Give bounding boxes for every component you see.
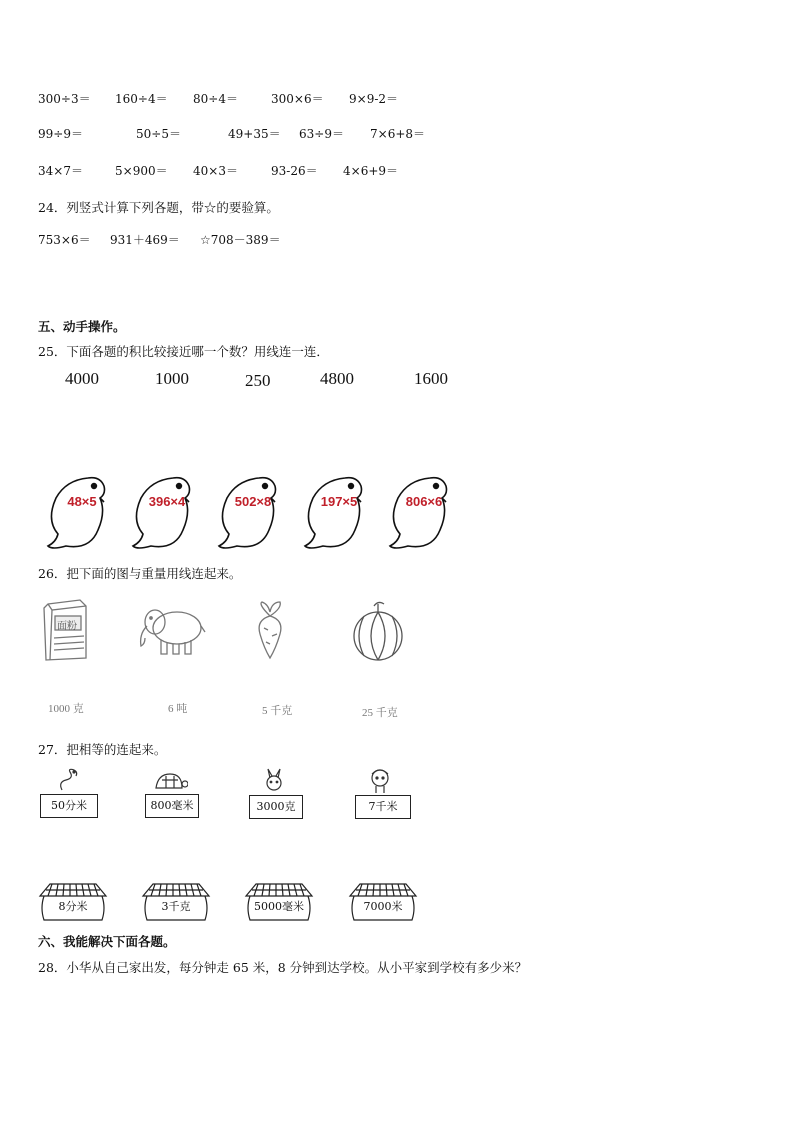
question-25-title: 25．下面各题的积比较接近哪一个数？用线连一连． [38, 344, 329, 359]
equation: 80÷4＝ [193, 92, 238, 106]
turtle-icon [152, 770, 188, 796]
product-expression: 48×5 [67, 494, 97, 509]
flour-bag-picture [40, 598, 92, 666]
house-label: 8分米 [58, 900, 88, 913]
equation: 5×900＝ [115, 164, 168, 178]
equation: 300×6＝ [271, 92, 324, 106]
product-expression: 197×5 [320, 494, 358, 509]
equation: 9×9-2＝ [349, 92, 399, 106]
house-label: 7000米 [363, 900, 403, 913]
question-24-title: 24．列竖式计算下列各题，带☆的要验算。 [38, 200, 279, 215]
ghost-product-card [127, 472, 203, 552]
rabbit-icon [262, 768, 286, 796]
equation: 300÷3＝ [38, 92, 91, 106]
section-heading: 六、我能解决下面各题。 [38, 934, 176, 949]
section-heading: 五、动手操作。 [38, 319, 126, 334]
equation: 93-26＝ [271, 164, 318, 178]
length-tag: 800毫米 [145, 794, 199, 818]
target-number: 1000 [155, 369, 189, 388]
bag-label: 面粉 [57, 621, 77, 632]
equation: 49+35＝ [228, 127, 281, 141]
ghost-icon [299, 472, 375, 552]
target-number: 250 [245, 371, 271, 390]
ghost-icon [384, 472, 460, 552]
ghost-product-card [299, 472, 375, 552]
watermelon-picture [350, 600, 406, 666]
equation: ☆708－389＝ [200, 233, 281, 247]
question-28-title: 28．小华从自己家出发，每分钟走 65 米，8 分钟到达学校。从小平家到学校有多少米？ [38, 960, 528, 975]
target-number: 4800 [320, 369, 354, 388]
ghost-product-card [213, 472, 289, 552]
length-tag: 50分米 [40, 794, 98, 818]
product-expression: 502×8 [234, 494, 272, 509]
house-label: 5000毫米 [254, 900, 304, 913]
ghost-icon [42, 472, 118, 552]
weight-label: 6 吨 [168, 703, 188, 715]
question-26-title: 26．把下面的图与重量用线连起来。 [38, 566, 242, 581]
snake-icon [56, 768, 84, 796]
ghost-product-card [384, 472, 460, 552]
ghost-icon [213, 472, 289, 552]
target-number: 4000 [65, 369, 99, 388]
equation: 160÷4＝ [115, 92, 168, 106]
product-expression: 806×6 [405, 494, 443, 509]
question-27-title: 27．把相等的连起来。 [38, 742, 167, 757]
ghost-product-card [42, 472, 118, 552]
elephant-picture [135, 604, 207, 664]
house-card [244, 876, 314, 922]
house-card [141, 876, 211, 922]
weight-label: 5 千克 [262, 705, 293, 717]
equation: 34×7＝ [38, 164, 83, 178]
house-card [348, 876, 418, 922]
weight-label: 25 千克 [362, 707, 398, 719]
equation: 50÷5＝ [136, 127, 181, 141]
target-number: 1600 [414, 369, 448, 388]
weight-label: 1000 克 [48, 703, 84, 715]
house-label: 3千克 [161, 900, 191, 913]
equation: 753×6＝ [38, 233, 91, 247]
house-card [38, 876, 108, 922]
radish-picture [250, 600, 290, 666]
equation: 7×6+8＝ [370, 127, 426, 141]
cartoon-person-icon [366, 766, 394, 798]
equation: 4×6+9＝ [343, 164, 399, 178]
equation: 931＋469＝ [110, 233, 180, 247]
equation: 63÷9＝ [299, 127, 344, 141]
ghost-icon [127, 472, 203, 552]
equation: 99÷9＝ [38, 127, 83, 141]
length-tag: 7千米 [355, 795, 411, 819]
equation: 40×3＝ [193, 164, 238, 178]
weight-tag: 3000克 [249, 795, 303, 819]
product-expression: 396×4 [148, 494, 186, 509]
